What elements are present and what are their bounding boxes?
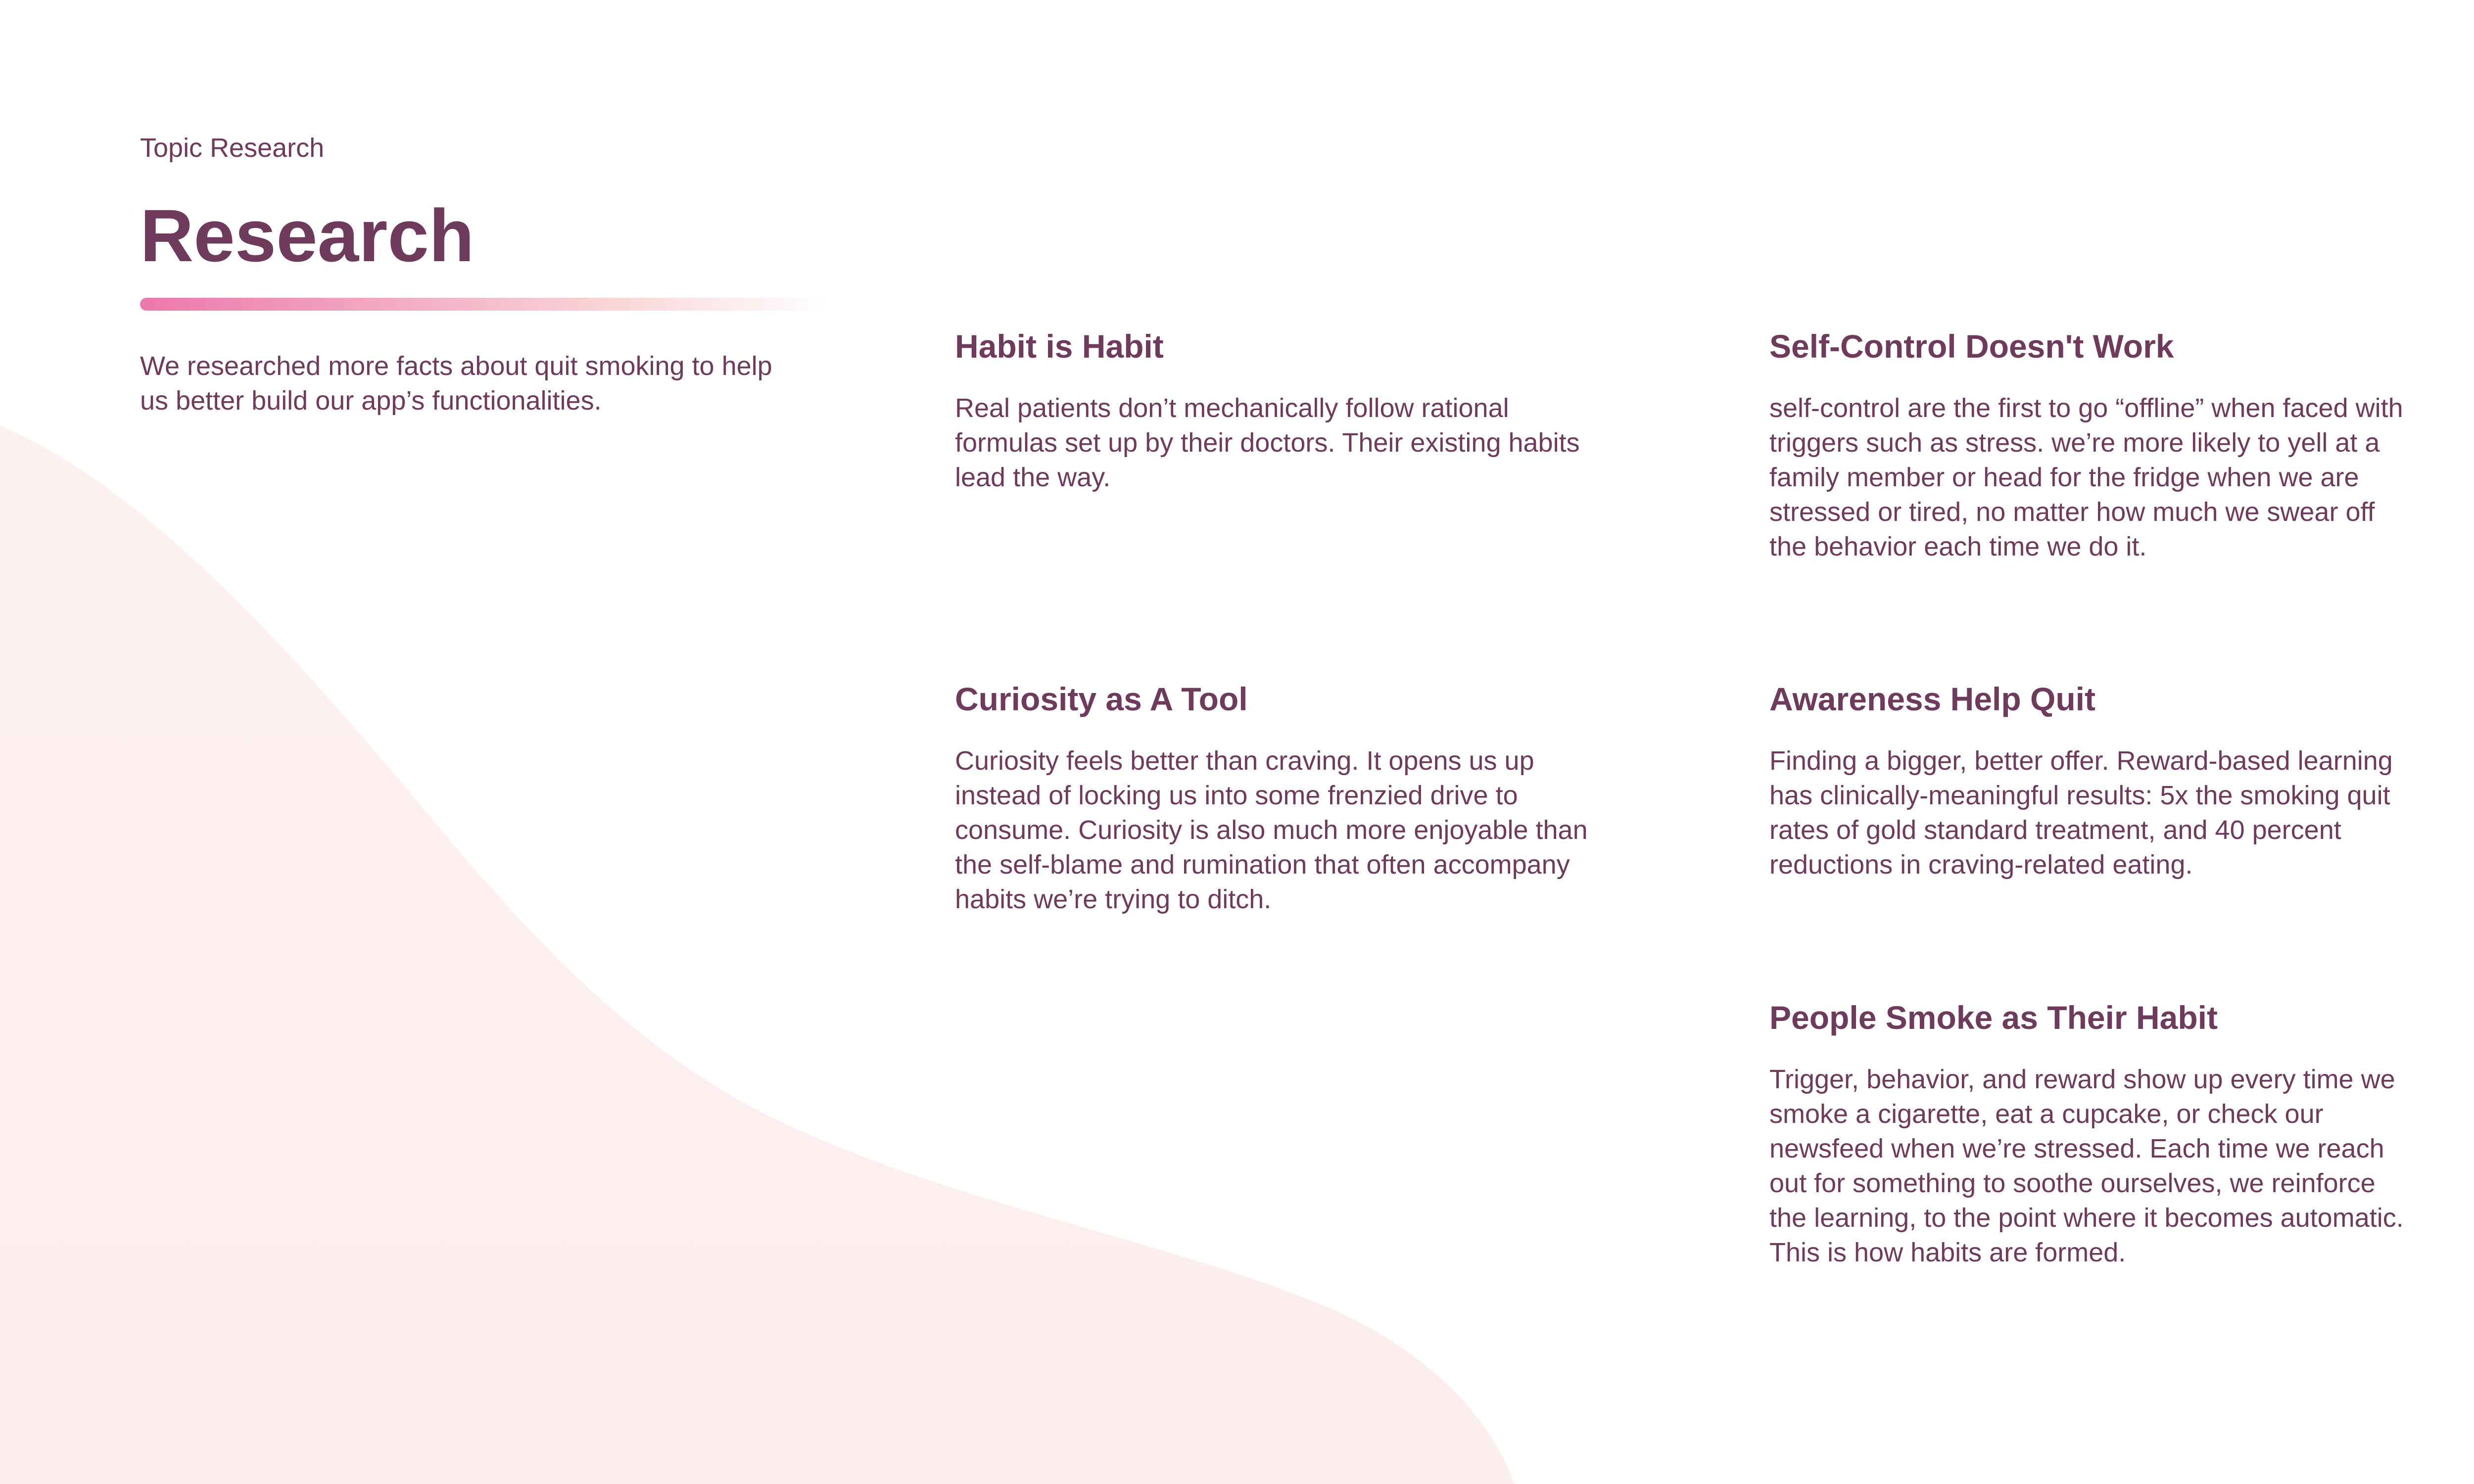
title-underline-gradient (140, 298, 828, 311)
page-title: Research (140, 194, 475, 277)
research-card-habit (955, 326, 1598, 495)
card-title: Curiosity as A Tool (955, 681, 1248, 717)
research-card-people-smoke (1769, 998, 2413, 1270)
research-card-curiosity (955, 679, 1598, 917)
card-title: Awareness Help Quit (1769, 681, 2096, 717)
research-card-self-control (1769, 326, 2413, 564)
card-body: Finding a bigger, better offer. Reward-based learning has clinically-meaningful results: 5x the smoking quit rates of gold standard treatment, and 40 percent reductions in craving-related eating. (1769, 746, 2393, 880)
card-title: Self-Control Doesn't Work (1769, 328, 2174, 365)
card-title: People Smoke as Their Habit (1769, 999, 2218, 1036)
card-body: Trigger, behavior, and reward show up every time we smoke a cigarette, eat a cupcake, or check our newsfeed when we’re stressed. Each time we reach out for something to soothe ourselves, we reinforce the learning, to the point where it becomes automatic. This is how habits are formed. (1769, 1065, 2404, 1267)
research-card-awareness (1769, 679, 2413, 882)
card-body: Curiosity feels better than craving. It opens us up instead of locking us into some frenzied drive to consume. Curiosity is also much more enjoyable than the self-blame and rumination that often accompany habits we’re trying to ditch. (955, 746, 1588, 914)
intro-text: We researched more facts about quit smoking to help us better build our app’s functionalities. (140, 351, 772, 416)
card-body: Real patients don’t mechanically follow rational formulas set up by their doctors. Their existing habits lead the way. (955, 393, 1580, 492)
section-label: Topic Research (140, 133, 325, 163)
card-body: self-control are the first to go “offline” when faced with triggers such as stress. we’re more likely to yell at a family member or head for the fridge when we are stressed or tired, no matter how much we swear off the behavior each time we do it. (1769, 393, 2403, 561)
card-title: Habit is Habit (955, 328, 1164, 365)
